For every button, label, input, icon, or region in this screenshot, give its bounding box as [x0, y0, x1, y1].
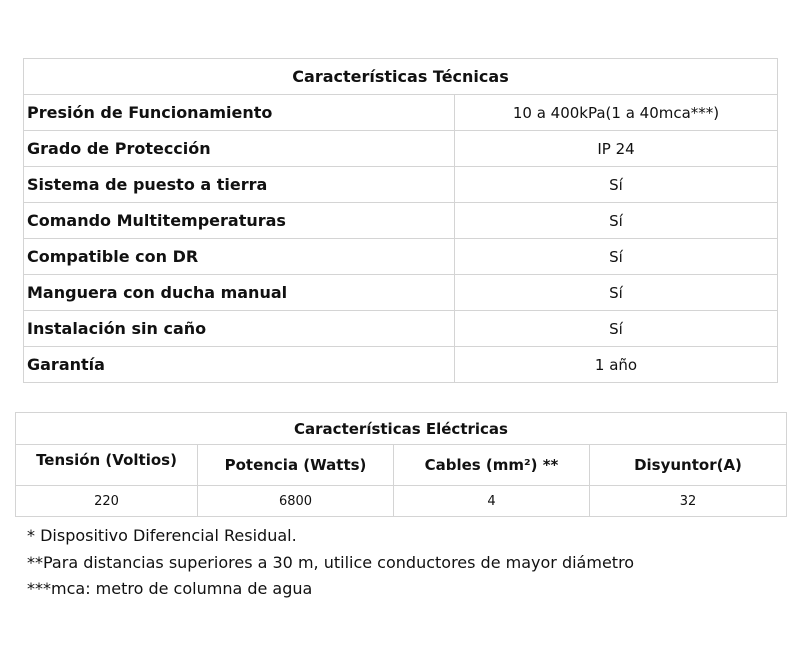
table-row [24, 95, 778, 131]
technical-specs-table [23, 58, 778, 383]
spec-value: Sí [455, 203, 778, 239]
column-header-voltage: Tensión (Voltios) [16, 445, 198, 486]
electrical-column-headers [16, 445, 787, 486]
footnote: ***mca: metro de columna de agua [27, 579, 313, 598]
spec-label: Compatible con DR [24, 239, 455, 275]
spec-value: 10 a 400kPa(1 a 40mca***) [455, 95, 778, 131]
table-row [24, 203, 778, 239]
table-row [24, 275, 778, 311]
spec-label: Presión de Funcionamiento [24, 95, 455, 131]
spec-label: Manguera con ducha manual [24, 275, 455, 311]
table-row [24, 167, 778, 203]
spec-label: Garantía [24, 347, 455, 383]
spec-value: Sí [455, 167, 778, 203]
column-header-power: Potencia (Watts) [198, 445, 394, 486]
spec-label: Instalación sin caño [24, 311, 455, 347]
spec-label: Sistema de puesto a tierra [24, 167, 455, 203]
technical-specs-header-row [24, 59, 778, 95]
spec-value: IP 24 [455, 131, 778, 167]
table-row [24, 239, 778, 275]
column-header-cables: Cables (mm²) ** [394, 445, 590, 486]
electrical-specs-title: Características Eléctricas [16, 413, 787, 445]
table-row [16, 486, 787, 517]
footnote: **Para distancias superiores a 30 m, utilice conductores de mayor diámetro [27, 552, 635, 572]
spec-label: Grado de Protección [24, 131, 455, 167]
breaker-value: 32 [590, 486, 787, 517]
spec-value: Sí [455, 311, 778, 347]
footnote: * Dispositivo Diferencial Residual. [27, 526, 297, 545]
footnotes [27, 523, 634, 603]
spec-value: 1 año [455, 347, 778, 383]
table-row [24, 347, 778, 383]
table-row [24, 311, 778, 347]
technical-specs-title: Características Técnicas [24, 59, 778, 95]
electrical-specs-table [15, 412, 787, 517]
spec-label: Comando Multitemperaturas [24, 203, 455, 239]
voltage-value: 220 [16, 486, 198, 517]
spec-value: Sí [455, 239, 778, 275]
column-header-breaker: Disyuntor(A) [590, 445, 787, 486]
power-value: 6800 [198, 486, 394, 517]
table-row [24, 131, 778, 167]
cables-value: 4 [394, 486, 590, 517]
spec-value: Sí [455, 275, 778, 311]
electrical-specs-header-row [16, 413, 787, 445]
